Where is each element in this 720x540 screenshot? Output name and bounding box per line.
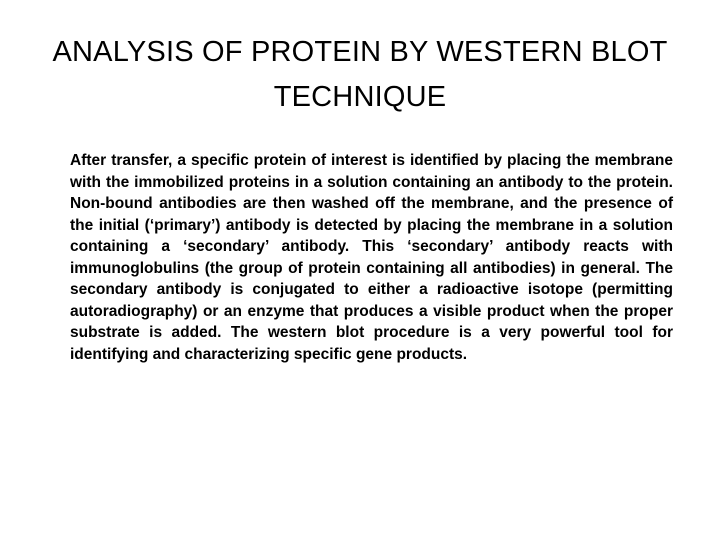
slide-title: ANALYSIS OF PROTEIN BY WESTERN BLOT TECHNIQUE [52,36,668,113]
slide-body-text: After transfer, a specific protein of interest is identified by placing the membrane with the immobilized proteins in a solution containing an antibody to the protein. Non-bound antibodies are then washed off the membrane, and the presence of the initial (‘primary’) antibody is detected by placing the membrane in a solution containing a ‘secondary’ antibody. This ‘secondary’ antibody reacts with immunoglobulins (the group of protein containing all antibodies) in general. The secondary antibody is conjugated to either a radioactive isotope (permitting autoradiography) or an enzyme that produces a visible product when the proper substrate is added. The western blot procedure is a very powerful tool for identifying and characterizing specific gene products. [70,152,673,363]
